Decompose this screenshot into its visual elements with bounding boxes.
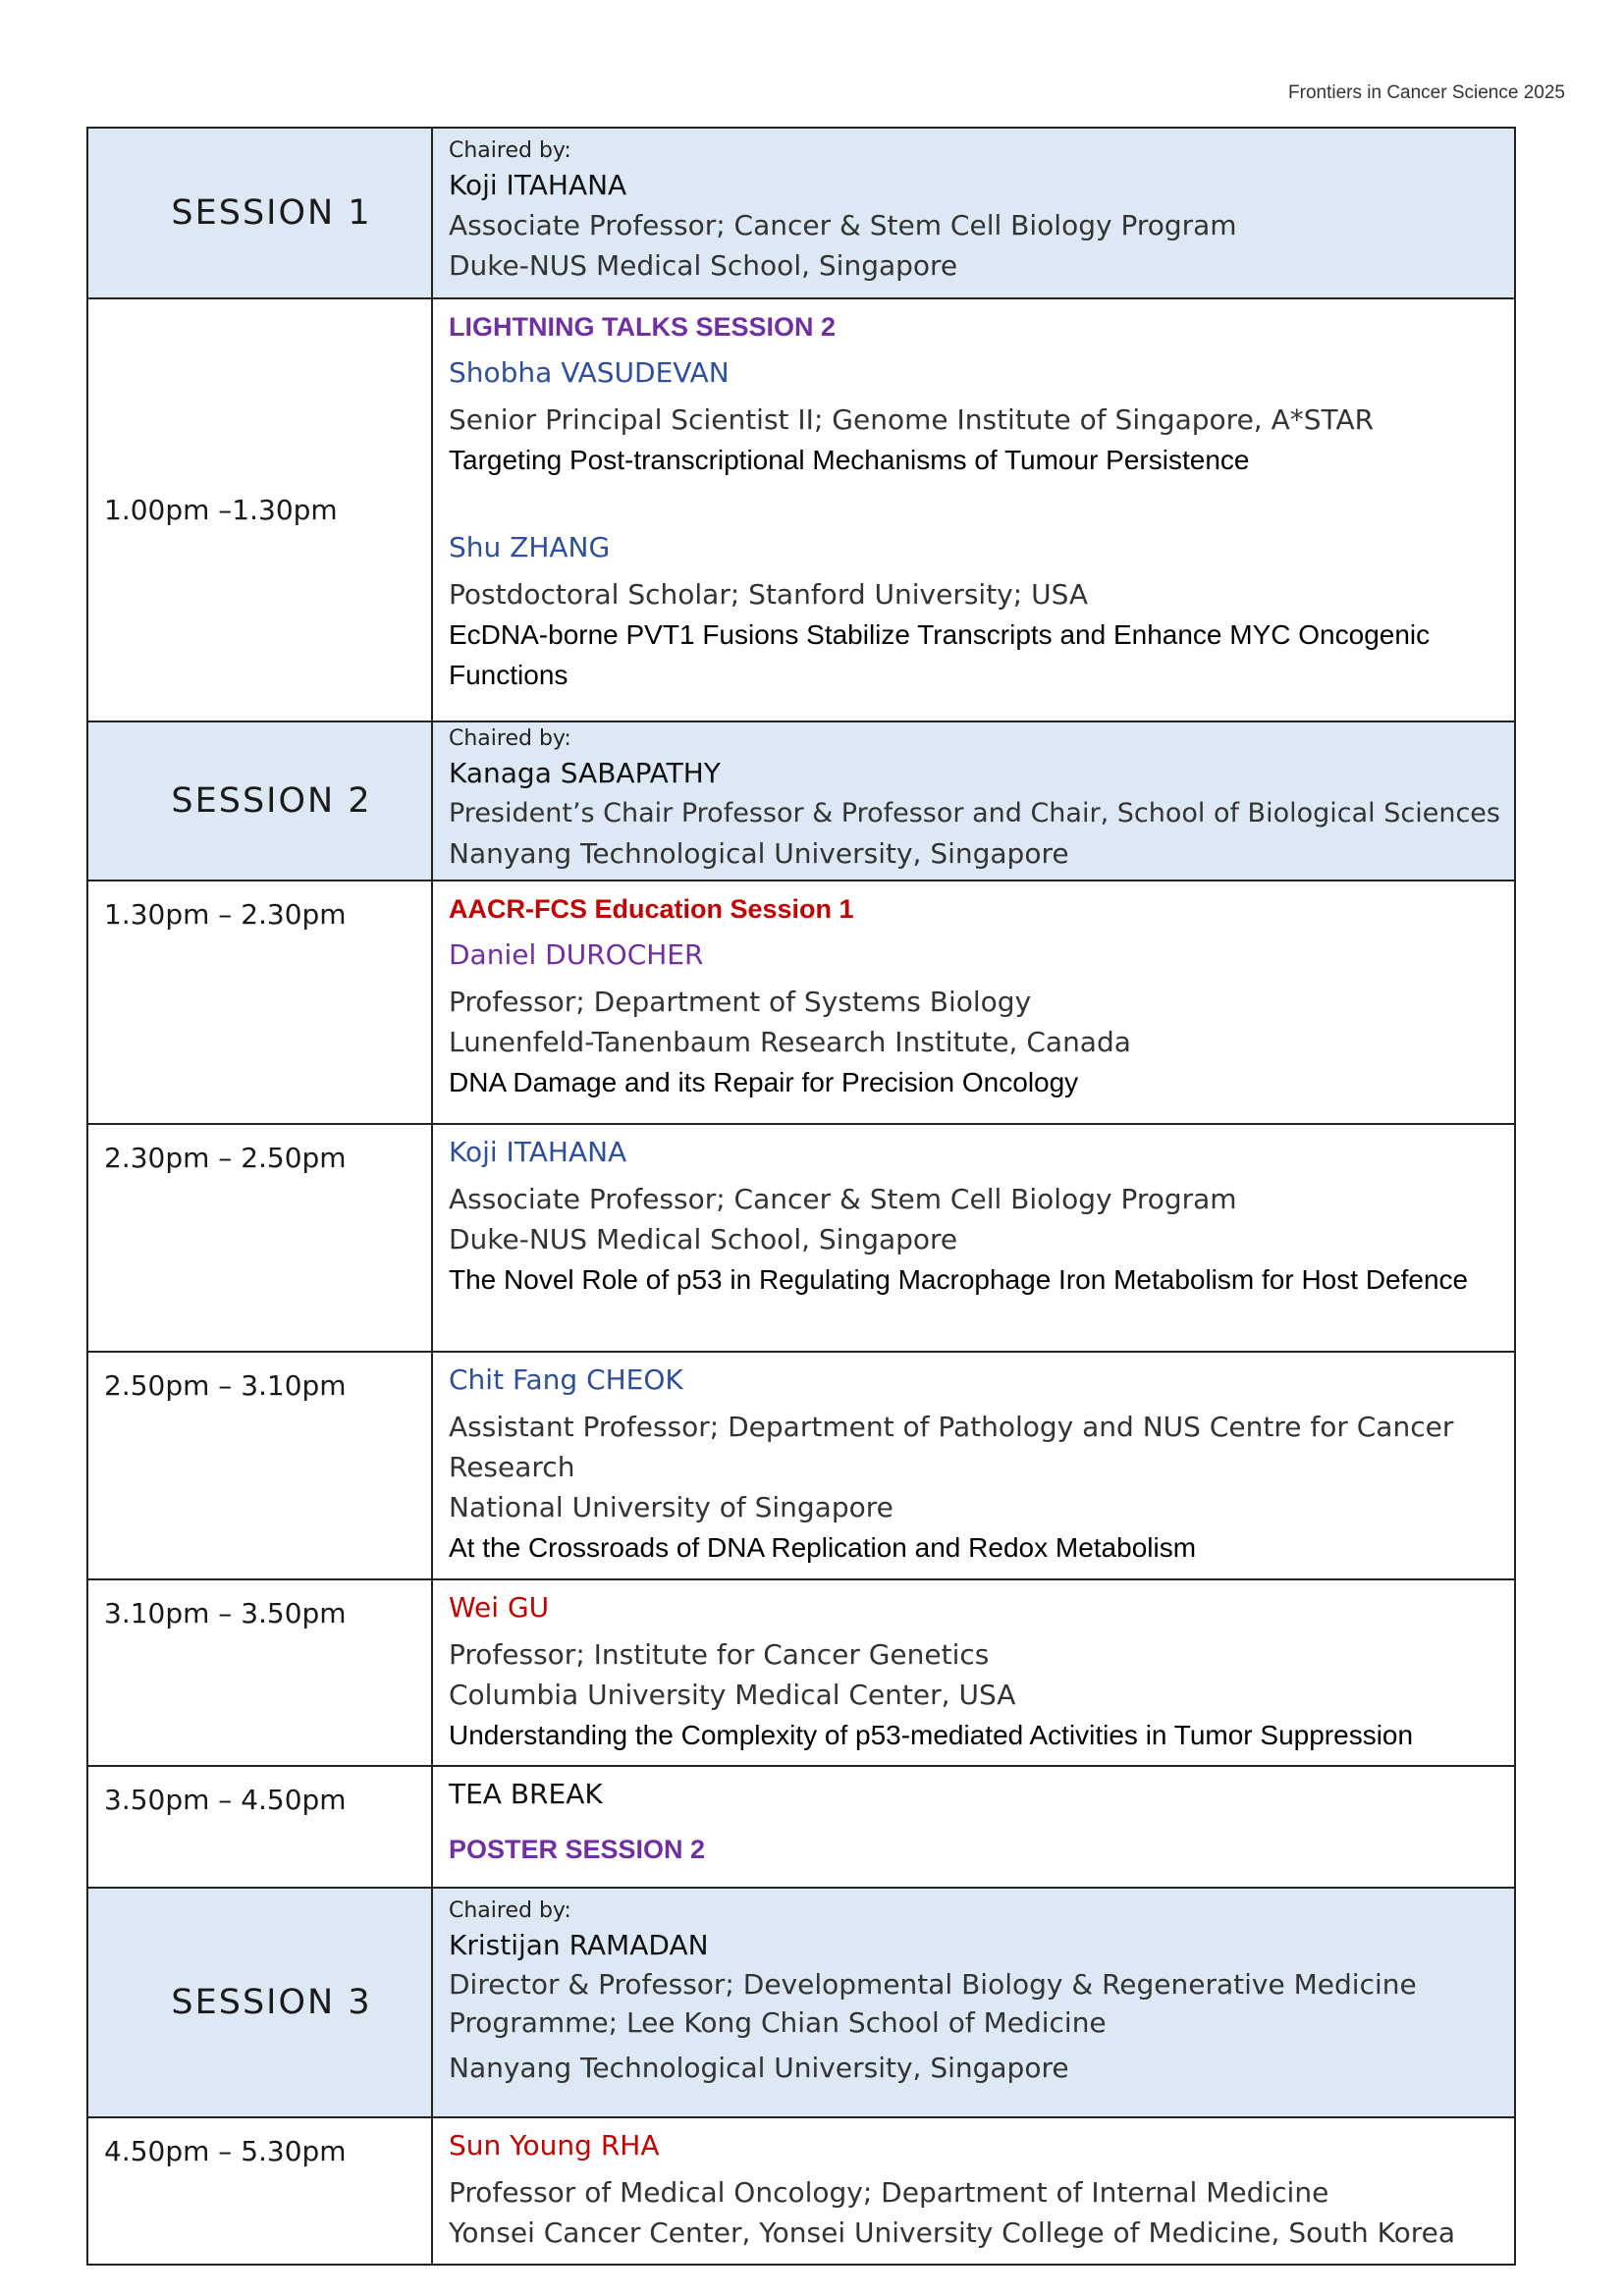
time-slot: 4.50pm – 5.30pm [104, 2135, 347, 2167]
time-slot: 2.50pm – 3.10pm [104, 1369, 347, 1402]
session-row [87, 128, 1515, 298]
program-row [87, 298, 1515, 721]
program-row [87, 1579, 1515, 1766]
chair-institution: Nanyang Technological University, Singapore [449, 2052, 1069, 2084]
time-slot: 3.50pm – 4.50pm [104, 1784, 347, 1816]
time-cell [87, 1352, 432, 1579]
programme-table [86, 127, 1516, 2266]
session-label-cell [87, 1888, 432, 2117]
program-row [87, 1766, 1515, 1888]
talk-title: Targeting Post-transcriptional Mechanisms of Tumour Persistence [449, 445, 1250, 475]
session-heading: LIGHTNING TALKS SESSION 2 [449, 312, 837, 342]
time-cell [87, 1766, 432, 1888]
chaired-by-label: Chaired by: [449, 726, 571, 751]
speaker-name: Sun Young RHA [449, 2129, 660, 2162]
time-slot: 2.30pm – 2.50pm [104, 1142, 347, 1174]
session-label: SESSION 3 [171, 1983, 372, 2022]
chair-institution: Duke-NUS Medical School, Singapore [449, 249, 958, 282]
chair-institution: Nanyang Technological University, Singapore [449, 837, 1069, 870]
time-cell [87, 298, 432, 721]
speaker-institution: Lunenfeld-Tanenbaum Research Institute, Canada [449, 1026, 1131, 1058]
speaker-affiliation: Professor; Department of Systems Biology [449, 986, 1032, 1018]
time-cell [87, 1124, 432, 1352]
speaker-affiliation: Professor of Medical Oncology; Department of Internal Medicine [449, 2176, 1329, 2209]
session-label: SESSION 1 [171, 193, 372, 233]
session-heading: AACR-FCS Education Session 1 [449, 894, 854, 924]
chair-name: Koji ITAHANA [449, 169, 627, 201]
talk-title: The Novel Role of p53 in Regulating Macrophage Iron Metabolism for Host Defence [449, 1264, 1469, 1295]
chair-affiliation: Associate Professor; Cancer & Stem Cell Biology Program [449, 209, 1237, 241]
session-heading: POSTER SESSION 2 [449, 1835, 706, 1864]
speaker-affiliation: Professor; Institute for Cancer Genetics [449, 1638, 990, 1671]
speaker-name: Chit Fang CHEOK [449, 1363, 683, 1396]
speaker-institution: Columbia University Medical Center, USA [449, 1679, 1016, 1711]
talk-title: DNA Damage and its Repair for Precision Oncology [449, 1067, 1079, 1097]
content-cell [432, 881, 1515, 1124]
speaker-affiliation: Assistant Professor; Department of Pathology and NUS Centre for Cancer Research [449, 1411, 1454, 1483]
chair-name: Kanaga SABAPATHY [449, 757, 721, 789]
session-row [87, 721, 1515, 881]
document-header: Frontiers in Cancer Science 2025 [1288, 82, 1565, 103]
program-row [87, 1352, 1515, 1579]
session-row [87, 1888, 1515, 2117]
time-slot: 3.10pm – 3.50pm [104, 1597, 347, 1629]
session-label-cell [87, 128, 432, 298]
speaker-affiliation: Postdoctoral Scholar; Stanford University; USA [449, 578, 1089, 611]
speaker-institution: Duke-NUS Medical School, Singapore [449, 1223, 958, 1255]
speaker-affiliation: Senior Principal Scientist II; Genome Institute of Singapore, A*STAR [449, 403, 1375, 436]
talk-title: At the Crossroads of DNA Replication and Redox Metabolism [449, 1532, 1197, 1563]
chaired-by-label: Chaired by: [449, 1898, 571, 1923]
speaker-name: Koji ITAHANA [449, 1136, 627, 1168]
content-cell [432, 1766, 1515, 1888]
program-row [87, 2117, 1515, 2265]
speaker-name: Shobha VASUDEVAN [449, 356, 730, 389]
speaker-name: Wei GU [449, 1591, 550, 1624]
time-cell [87, 1579, 432, 1766]
talk-title: EcDNA-borne PVT1 Fusions Stabilize Transcripts and Enhance MYC Oncogenic Functions [449, 619, 1431, 690]
session-label-cell [87, 721, 432, 881]
program-row [87, 1124, 1515, 1352]
speaker-institution: Yonsei Cancer Center, Yonsei University College of Medicine, South Korea [449, 2216, 1455, 2249]
time-cell [87, 881, 432, 1124]
chair-affiliation: President’s Chair Professor & Professor and Chair, School of Biological Sciences [449, 798, 1500, 828]
content-cell [432, 1124, 1515, 1352]
speaker-name: Shu ZHANG [449, 531, 611, 563]
program-row [87, 881, 1515, 1124]
speaker-name: Daniel DUROCHER [449, 938, 704, 971]
content-cell [432, 1352, 1515, 1579]
content-cell [432, 298, 1515, 721]
chair-affiliation: Director & Professor; Developmental Biology & Regenerative Medicine Programme; Lee Kong Chian School of Medicine [449, 1968, 1417, 2039]
session-chair-cell [432, 1888, 1515, 2117]
chair-name: Kristijan RAMADAN [449, 1929, 709, 1961]
session-chair-cell [432, 721, 1515, 881]
session-label: SESSION 2 [171, 781, 372, 821]
time-slot: 1.00pm –1.30pm [104, 494, 338, 526]
break-label: TEA BREAK [449, 1778, 603, 1810]
content-cell [432, 1579, 1515, 1766]
time-cell [87, 2117, 432, 2265]
time-slot: 1.30pm – 2.30pm [104, 898, 347, 931]
session-chair-cell [432, 128, 1515, 298]
content-cell [432, 2117, 1515, 2265]
speaker-affiliation: Associate Professor; Cancer & Stem Cell Biology Program [449, 1183, 1237, 1215]
chaired-by-label: Chaired by: [449, 138, 571, 163]
speaker-institution: National University of Singapore [449, 1491, 893, 1523]
talk-title: Understanding the Complexity of p53-mediated Activities in Tumor Suppression [449, 1720, 1414, 1750]
